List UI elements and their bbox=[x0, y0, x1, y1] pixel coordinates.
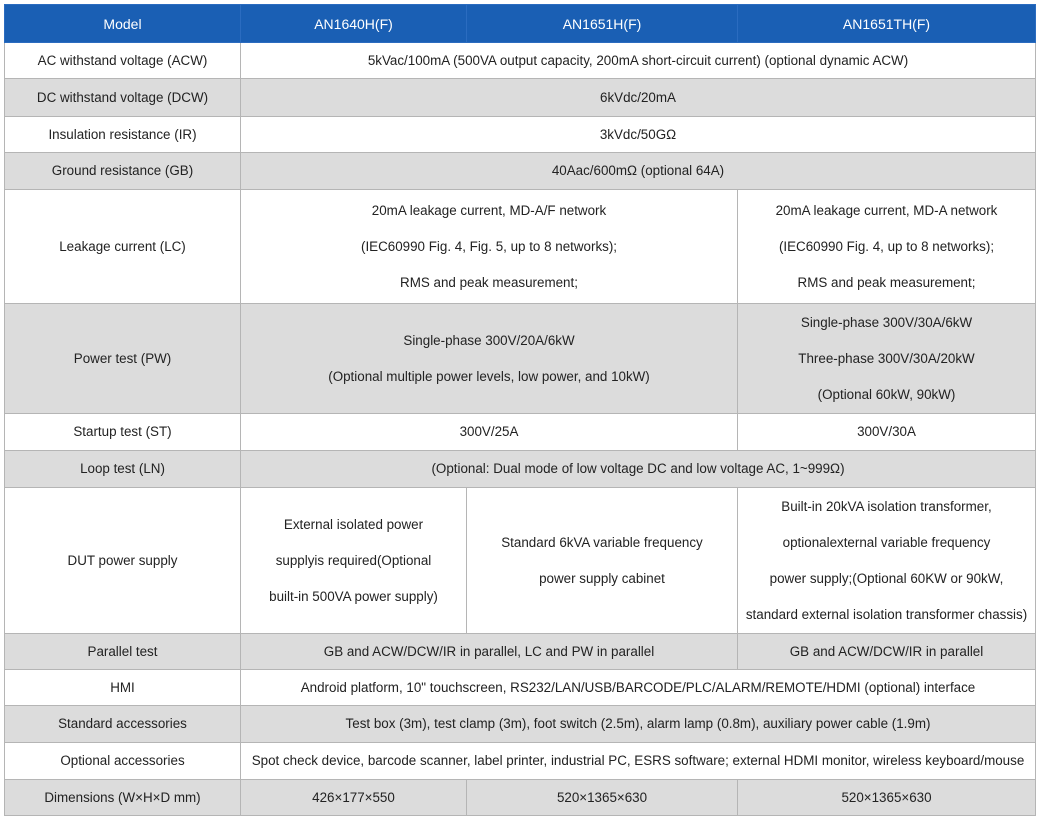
text-line: power supply;(Optional 60KW or 90kW, bbox=[769, 570, 1004, 586]
row-hmi bbox=[5, 670, 1036, 706]
text-line: Built-in 20kVA isolation transformer, bbox=[781, 498, 992, 514]
row-gb bbox=[5, 153, 1036, 190]
text-line: standard external isolation transformer chassis) bbox=[745, 606, 1028, 622]
row-ir bbox=[5, 117, 1036, 153]
text-line: power supply cabinet bbox=[539, 570, 665, 586]
row-acw bbox=[5, 43, 1036, 79]
row-value-an1651h bbox=[467, 488, 738, 634]
row-value: (Optional: Dual mode of low voltage DC and low voltage AC, 1~999Ω) bbox=[241, 451, 1036, 488]
row-dut bbox=[5, 488, 1036, 634]
header-an1640h: AN1640H(F) bbox=[241, 5, 467, 43]
row-value-an1651th bbox=[738, 304, 1036, 414]
header-an1651h: AN1651H(F) bbox=[467, 5, 738, 43]
row-value-an1651h: 520×1365×630 bbox=[467, 780, 738, 816]
row-value-an1640h bbox=[241, 488, 467, 634]
row-label: HMI bbox=[5, 670, 241, 706]
text-line: built-in 500VA power supply) bbox=[269, 588, 438, 604]
row-value-an1651th: 520×1365×630 bbox=[738, 780, 1036, 816]
row-value-an1640h-an1651h bbox=[241, 304, 738, 414]
text-line: (IEC60990 Fig. 4, up to 8 networks); bbox=[778, 238, 995, 254]
row-standard-accessories bbox=[5, 706, 1036, 743]
row-label: Power test (PW) bbox=[5, 304, 241, 414]
text-line: RMS and peak measurement; bbox=[797, 274, 976, 290]
header-an1651th: AN1651TH(F) bbox=[738, 5, 1036, 43]
text-line: (IEC60990 Fig. 4, Fig. 5, up to 8 networks); bbox=[360, 238, 618, 254]
text-line: supplyis required(Optional bbox=[275, 552, 432, 568]
row-value-an1640h: 426×177×550 bbox=[241, 780, 467, 816]
row-value-an1640h-an1651h bbox=[241, 190, 738, 304]
row-value: Spot check device, barcode scanner, label printer, industrial PC, ESRS software; external HDMI monitor, wireless keyboard/mouse bbox=[241, 743, 1036, 780]
text-line: optionalexternal variable frequency bbox=[782, 534, 991, 550]
text-line: RMS and peak measurement; bbox=[400, 274, 578, 290]
row-dimensions bbox=[5, 780, 1036, 816]
row-value: Android platform, 10" touchscreen, RS232/LAN/USB/BARCODE/PLC/ALARM/REMOTE/HDMI (optional) interface bbox=[241, 670, 1036, 706]
row-value: Test box (3m), test clamp (3m), foot switch (2.5m), alarm lamp (0.8m), auxiliary power cable (1.9m) bbox=[241, 706, 1036, 743]
row-value: 5kVac/100mA (500VA output capacity, 200mA short-circuit current) (optional dynamic ACW) bbox=[241, 43, 1036, 79]
text-line: External isolated power bbox=[283, 516, 424, 532]
row-value: 3kVdc/50GΩ bbox=[241, 117, 1036, 153]
header-row bbox=[5, 5, 1036, 43]
row-dcw bbox=[5, 79, 1036, 117]
row-label: Ground resistance (GB) bbox=[5, 153, 241, 190]
row-label: Standard accessories bbox=[5, 706, 241, 743]
row-value-an1651th bbox=[738, 190, 1036, 304]
row-label: Parallel test bbox=[5, 634, 241, 670]
text-line: Single-phase 300V/30A/6kW bbox=[800, 314, 973, 330]
row-value-an1651th: 300V/30A bbox=[738, 414, 1036, 451]
row-ln bbox=[5, 451, 1036, 488]
row-st bbox=[5, 414, 1036, 451]
row-label: AC withstand voltage (ACW) bbox=[5, 43, 241, 79]
row-value: 6kVdc/20mA bbox=[241, 79, 1036, 117]
row-parallel bbox=[5, 634, 1036, 670]
row-lc bbox=[5, 190, 1036, 304]
text-line: Standard 6kVA variable frequency bbox=[501, 534, 703, 550]
row-value-an1640h-an1651h: GB and ACW/DCW/IR in parallel, LC and PW in parallel bbox=[241, 634, 738, 670]
row-label: Optional accessories bbox=[5, 743, 241, 780]
header-model: Model bbox=[5, 5, 241, 43]
text-line: 20mA leakage current, MD-A/F network bbox=[371, 202, 607, 218]
row-optional-accessories bbox=[5, 743, 1036, 780]
row-label: DC withstand voltage (DCW) bbox=[5, 79, 241, 117]
row-label: Insulation resistance (IR) bbox=[5, 117, 241, 153]
row-value: 40Aac/600mΩ (optional 64A) bbox=[241, 153, 1036, 190]
text-line: Three-phase 300V/30A/20kW bbox=[798, 350, 975, 366]
row-value-an1651th: GB and ACW/DCW/IR in parallel bbox=[738, 634, 1036, 670]
spec-table bbox=[4, 4, 1036, 816]
row-pw bbox=[5, 304, 1036, 414]
row-label: DUT power supply bbox=[5, 488, 241, 634]
text-line: (Optional 60kW, 90kW) bbox=[817, 386, 956, 402]
row-label: Startup test (ST) bbox=[5, 414, 241, 451]
row-label: Dimensions (W×H×D mm) bbox=[5, 780, 241, 816]
row-value-an1651th bbox=[738, 488, 1036, 634]
row-label: Loop test (LN) bbox=[5, 451, 241, 488]
text-line: Single-phase 300V/20A/6kW bbox=[403, 332, 575, 348]
row-label: Leakage current (LC) bbox=[5, 190, 241, 304]
row-value-an1640h-an1651h: 300V/25A bbox=[241, 414, 738, 451]
text-line: (Optional multiple power levels, low power, and 10kW) bbox=[328, 368, 650, 384]
text-line: 20mA leakage current, MD-A network bbox=[775, 202, 998, 218]
